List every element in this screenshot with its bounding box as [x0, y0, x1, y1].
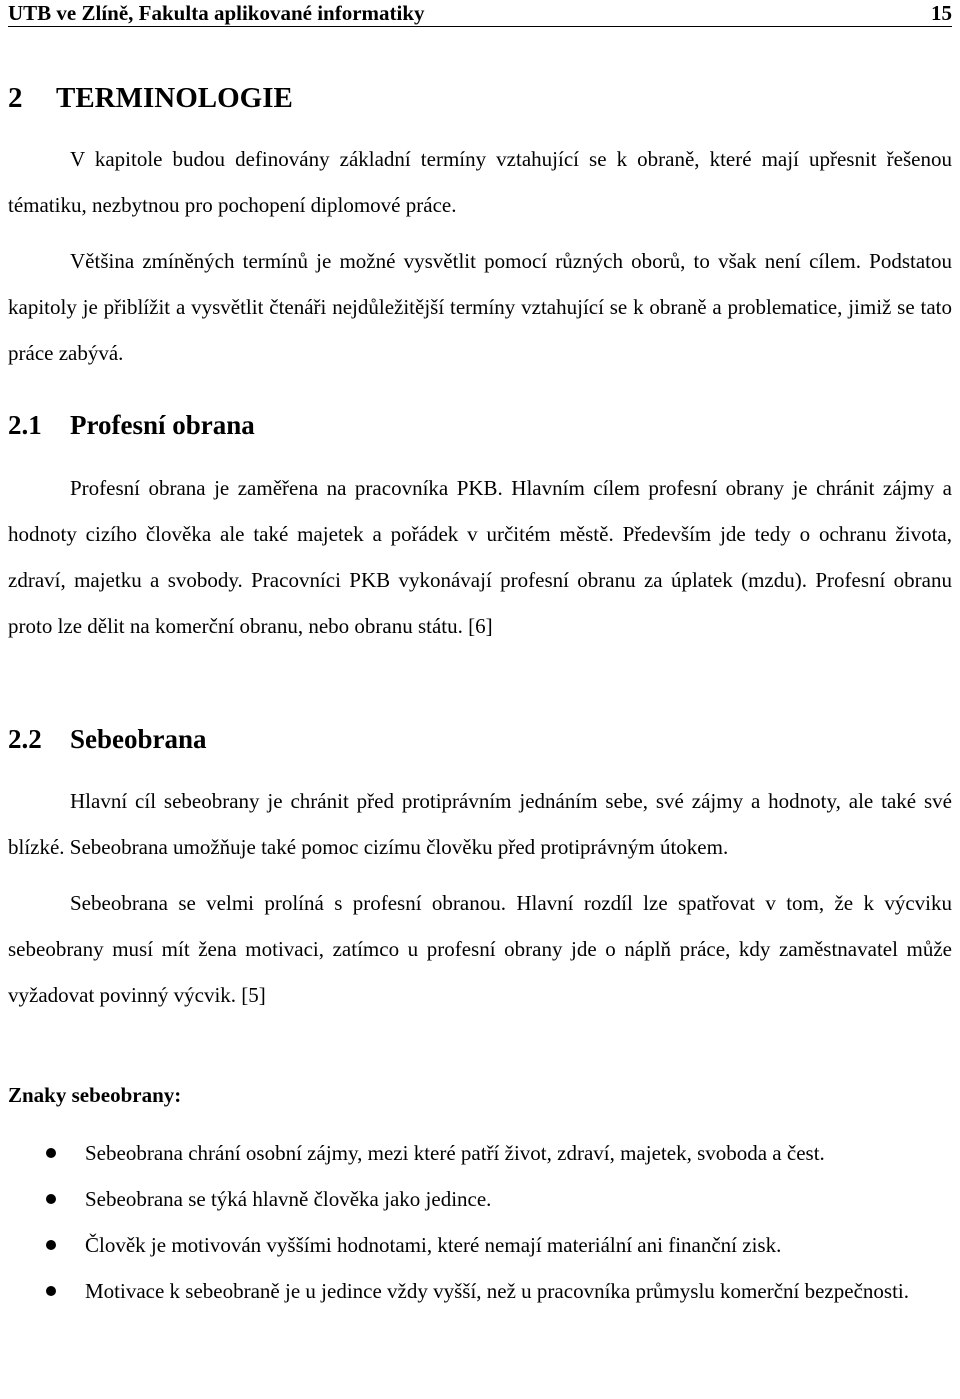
bullet-icon [46, 1240, 56, 1250]
section-title: Sebeobrana [70, 724, 207, 754]
paragraph: Hlavní cíl sebeobrany je chránit před protiprávním jednáním sebe, své zájmy a hodnoty, ale také své blízké. Sebeobrana umožňuje také pomoc cizímu člověku před protiprávným útokem. [8, 789, 952, 859]
list-item-text: Sebeobrana chrání osobní zájmy, mezi které patří život, zdraví, majetek, svoboda a čest. [85, 1141, 825, 1165]
paragraph: Profesní obrana je zaměřena na pracovníka PKB. Hlavním cílem profesní obrany je chránit zájmy a hodnoty cizího člověka ale také majetek a pořádek v určitém městě. Především jde tedy o ochranu života, zdraví, majetku a svobody. Pracovníci PKB vykonávají profesní obranu za úplatek (mzdu). Profesní obranu proto lze dělit na komerční obranu, nebo obranu státu. [6] [8, 476, 952, 638]
running-header [8, 0, 952, 27]
chapter-number: 2 [8, 82, 23, 114]
chapter-intro [8, 136, 952, 376]
paragraph: V kapitole budou definovány základní termíny vztahující se k obraně, které mají upřesnit řešenou tématiku, nezbytnou pro pochopení diplomové práce. [8, 147, 952, 217]
list-item-text: Sebeobrana se týká hlavně člověka jako jedince. [85, 1187, 492, 1211]
list-item [8, 1176, 952, 1222]
section-heading-2-1 [8, 408, 952, 442]
section-number: 2.1 [8, 410, 42, 440]
section-number: 2.2 [8, 724, 42, 754]
list-item-text: Motivace k sebeobraně je u jedince vždy vyšší, než u pracovníka průmyslu komerční bezpečnosti. [85, 1279, 909, 1303]
bullet-list [8, 1130, 952, 1314]
header-institution: UTB ve Zlíně, Fakulta aplikované informatiky [8, 1, 425, 25]
bullet-icon [46, 1148, 56, 1158]
paragraph: Většina zmíněných termínů je možné vysvětlit pomocí různých oborů, to však není cílem. Podstatou kapitoly je přiblížit a vysvětlit čtenáři nejdůležitější termíny vztahující se k obraně a problematice, jimiž se tato práce zabývá. [8, 249, 952, 365]
chapter-title: TERMINOLOGIE [56, 82, 293, 114]
list-item [8, 1222, 952, 1268]
chapter-heading [8, 80, 952, 116]
list-item [8, 1130, 952, 1176]
list-item-text: Člověk je motivován vyššími hodnotami, které nemají materiální ani finanční zisk. [85, 1233, 782, 1257]
section-2-1-body [8, 465, 952, 649]
section-heading-2-2 [8, 722, 952, 756]
bullet-icon [46, 1286, 56, 1296]
paragraph: Sebeobrana se velmi prolíná s profesní obranou. Hlavní rozdíl lze spatřovat v tom, že k výcviku sebeobrany musí mít žena motivaci, zatímco u profesní obrany jde o náplň práce, kdy zaměstnavatel může vyžadovat povinný výcvik. [5] [8, 891, 952, 1007]
page-number: 15 [931, 1, 952, 25]
section-2-2-body [8, 778, 952, 1018]
list-item [8, 1268, 952, 1314]
subheading-znaky: Znaky sebeobrany: [8, 1083, 182, 1107]
section-title: Profesní obrana [70, 410, 255, 440]
bullet-icon [46, 1194, 56, 1204]
